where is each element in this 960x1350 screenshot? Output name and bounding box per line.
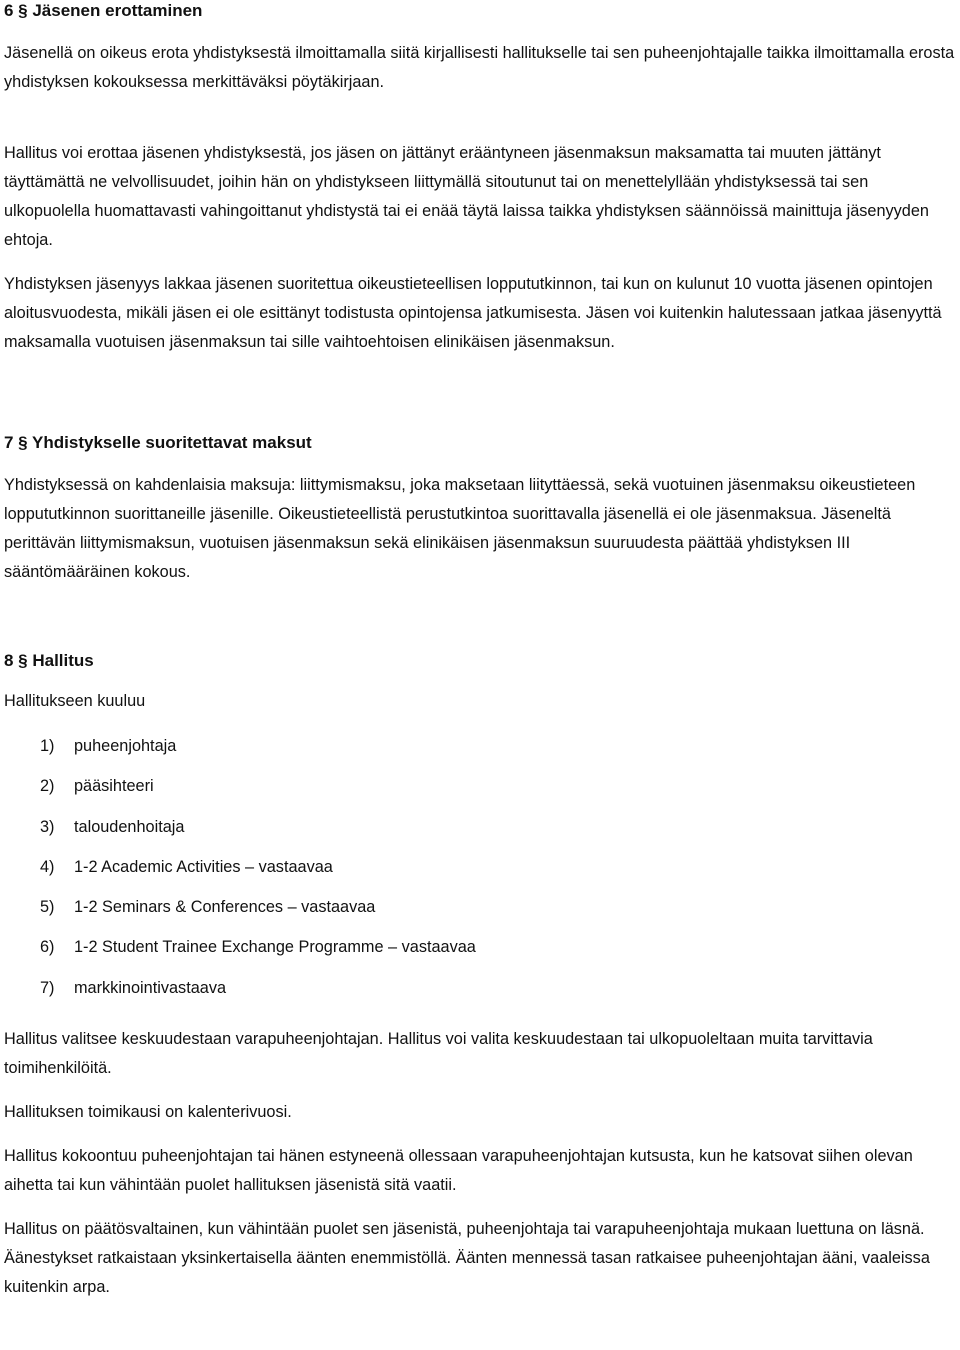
list-item (40, 735, 956, 775)
section-6-title: 6 § Jäsenen erottaminen (4, 1, 203, 20)
section-8-paragraph-1: Hallitus valitsee keskuudestaan varapuheenjohtajan. Hallitus voi valita keskuudestaan tai ulkopuoleltaan muita tarvittavia toimihenkilöitä. (4, 1030, 873, 1078)
list-item-number: 3) (40, 817, 55, 836)
list-item-text: 1-2 Seminars & Conferences – vastaavaa (74, 898, 376, 917)
list-item-text: 1-2 Academic Activities – vastaavaa (74, 857, 333, 876)
list-item-number: 7) (40, 978, 55, 997)
list-item-text: taloudenhoitaja (74, 817, 185, 836)
list-item-number: 2) (40, 777, 55, 796)
list-item-text: pääsihteeri (74, 777, 154, 796)
list-item (40, 936, 956, 976)
list-item-text: puheenjohtaja (74, 737, 177, 755)
list-item (40, 896, 956, 936)
section-8-paragraph-3: Hallitus kokoontuu puheenjohtajan tai hänen estyneenä ollessaan varapuheenjohtajan kutsusta, kun he katsovat siihen olevan aihetta tai kun vähintään puolet hallituksen jäsenistä sitä vaatii. (4, 1147, 913, 1195)
list-item-text: 1-2 Student Trainee Exchange Programme – vastaavaa (74, 938, 476, 957)
board-members-list (4, 735, 956, 1017)
list-item-number: 4) (40, 857, 55, 876)
list-item (40, 775, 956, 815)
list-item-number: 1) (40, 737, 55, 755)
section-6-paragraph-3: Yhdistyksen jäsenyys lakkaa jäsenen suoritettua oikeustieteellisen loppututkinnon, tai kun on kulunut 10 vuotta jäsenen opintojen aloitusvuodesta, mikäli jäsen ei ole esittänyt todistusta opintojensa jatkumisesta. Jäsen voi kuitenkin halutessaan jatkaa jäsenyyttä maksamalla vuotuisen jäsenmaksun tai sille vaihtoehtoisen elinikäisen jäsenmaksun. (4, 275, 942, 351)
section-8-intro: Hallitukseen kuuluu (4, 692, 146, 710)
list-item-number: 5) (40, 898, 55, 917)
section-6-paragraph-2: Hallitus voi erottaa jäsenen yhdistyksestä, jos jäsen on jättänyt erääntyneen jäsenmaksun maksamatta tai muuten jättänyt täyttämättä ne velvollisuudet, joihin hän on yhdistykseen liittymällä sitoutunut tai on menettelyllään yhdistyksessä tai sen ulkopuolella huomattavasti vahingoittanut yhdistystä tai ei enää täytä laissa taikka yhdistyksen säännöissä mainittuja jäsenyyden ehtoja. (4, 144, 929, 249)
list-item-text: markkinointivastaava (74, 978, 227, 997)
list-item (40, 816, 956, 856)
list-item (40, 977, 956, 1017)
section-8-title: 8 § Hallitus (4, 651, 94, 670)
section-6-paragraph-1: Jäsenellä on oikeus erota yhdistyksestä ilmoittamalla siitä kirjallisesti hallitukselle tai sen puheenjohtajalle taikka ilmoittamalla erosta yhdistyksen kokouksessa merkittäväksi pöytäkirjaan. (4, 44, 955, 91)
section-7-title: 7 § Yhdistykselle suoritettavat maksut (4, 433, 312, 452)
section-8-paragraph-4: Hallitus on päätösvaltainen, kun vähintään puolet sen jäsenistä, puheenjohtaja tai varapuheenjohtaja mukaan luettuna on läsnä. Äänestykset ratkaistaan yksinkertaisella äänten enemmistöllä. Äänten mennessä tasan ratkaisee puheenjohtajan ääni, vaaleissa kuitenkin arpa. (4, 1220, 930, 1297)
section-7-paragraph-1: Yhdistyksessä on kahdenlaisia maksuja: liittymismaksu, joka maksetaan liityttäessä, sekä vuotuinen jäsenmaksu oikeustieteen loppututkinnon suorittaneille jäsenille. Oikeustieteellistä perustutkintoa suorittavalla jäsenellä ei ole jäsenmaksua. Jäseneltä perittävän liittymismaksun, vuotuisen jäsenmaksun sekä elinikäisen jäsenmaksun suuruudesta päättää yhdistyksen III sääntömääräinen kokous. (4, 476, 916, 581)
list-item (40, 856, 956, 896)
list-item-number: 6) (40, 938, 55, 957)
section-8-paragraph-2: Hallituksen toimikausi on kalenterivuosi. (4, 1103, 292, 1122)
